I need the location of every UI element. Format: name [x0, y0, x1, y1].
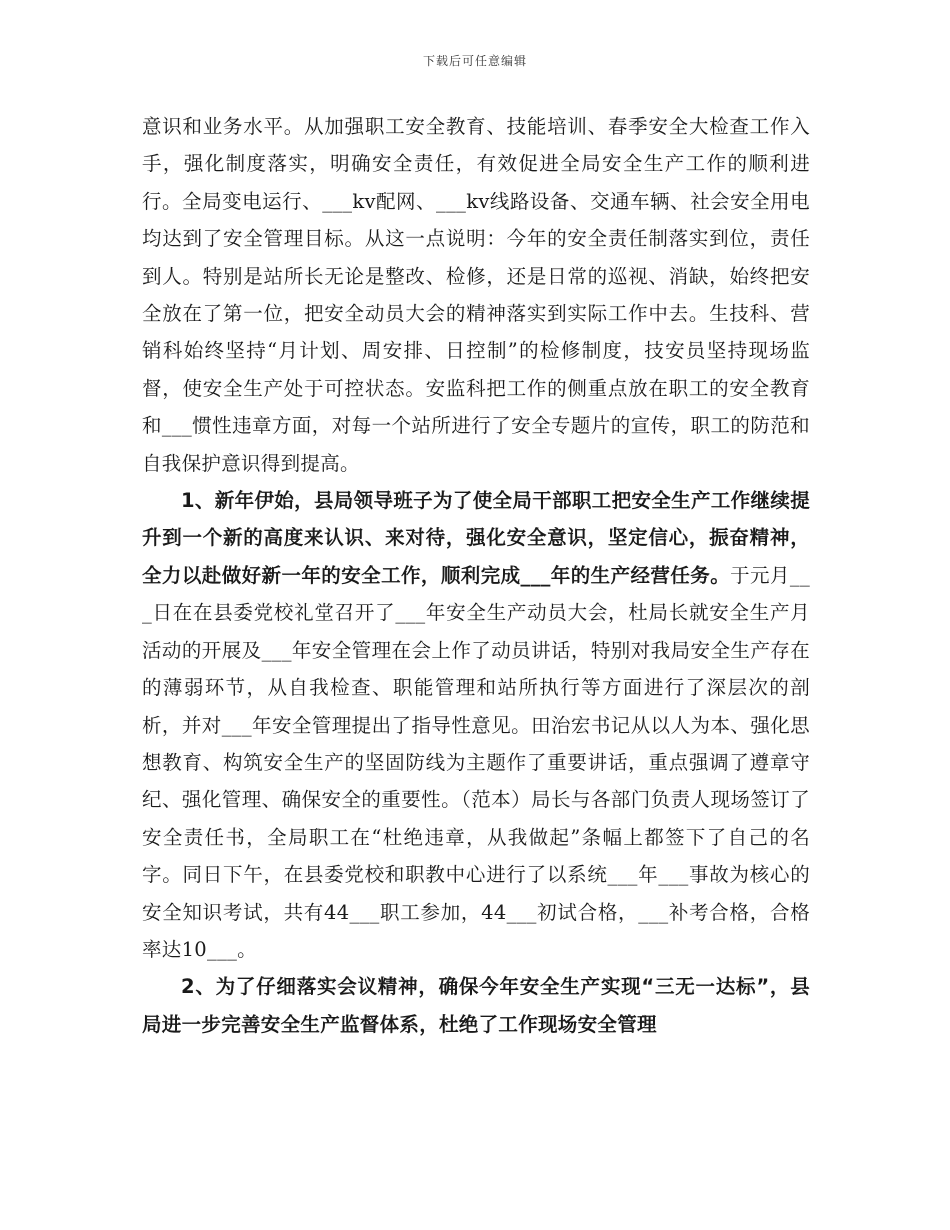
paragraph-text: 意识和业务水平。从加强职工安全教育、技能培训、春季安全大检查工作入手，强化制度落实，明确安全责任，有效促进全局安全生产工作的顺利进行。全局变电运行、___kv配网、___kv线路设备、交通车辆、社会安全用电均达到了安全管理目标。从这一点说明：今年的安全责任制落实到位，责任到人。特别是站所长无论是整改、检修，还是日常的巡视、消缺，始终把安全放在了第一位，把安全动员大会的精神落实到实际工作中去。生技科、营销科始终坚持“月计划、周安排、日控制”的检修制度，技安员坚持现场监督，使安全生产处于可控状态。安监科把工作的侧重点放在职工的安全教育和___惯性违章方面，对每一个站所进行了安全专题片的宣传，职工的防范和自我保护意识得到提高。 — [142, 115, 810, 475]
paragraph-continuation — [142, 108, 810, 482]
paragraph-bold-heading: 1、新年伊始，县局领导班子为了使全局干部职工把安全生产工作继续提升到一个新的高度来认识、来对待，强化安全意识，坚定信心，振奋精神，全力以赴做好新一年的安全工作，顺利完成___年的生产经营任务。 — [142, 489, 810, 587]
paragraph-bold-heading: 2、为了仔细落实会议精神，确保今年安全生产实现“三无一达标”，县局进一步完善安全生产监督体系，杜绝了工作现场安全管理 — [142, 975, 810, 1036]
paragraph-text: 于元月___日在在县委党校礼堂召开了___年安全生产动员大会，杜局长就安全生产月活动的开展及___年安全管理在会上作了动员讲话，特别对我局安全生产存在的薄弱环节，从自我检查、职能管理和站所执行等方面进行了深层次的剖析，并对___年安全管理提出了指导性意见。田治宏书记从以人为本、强化思想教育、构筑安全生产的坚固防线为主题作了重要讲话，重点强调了遵章守纪、强化管理、确保安全的重要性。（范本）局长与各部门负责人现场签订了安全责任书，全局职工在“杜绝违章，从我做起”条幅上都签下了自己的名字。同日下午，在县委党校和职教中心进行了以系统___年___事故为核心的安全知识考试，共有44___职工参加，44___初试合格，___补考合格，合格率达10___。 — [142, 563, 810, 961]
paragraph-item-1 — [142, 482, 810, 968]
paragraph-item-2 — [142, 968, 810, 1043]
page-header: 下载后可任意编辑 — [422, 54, 527, 68]
document-body — [142, 108, 810, 1043]
